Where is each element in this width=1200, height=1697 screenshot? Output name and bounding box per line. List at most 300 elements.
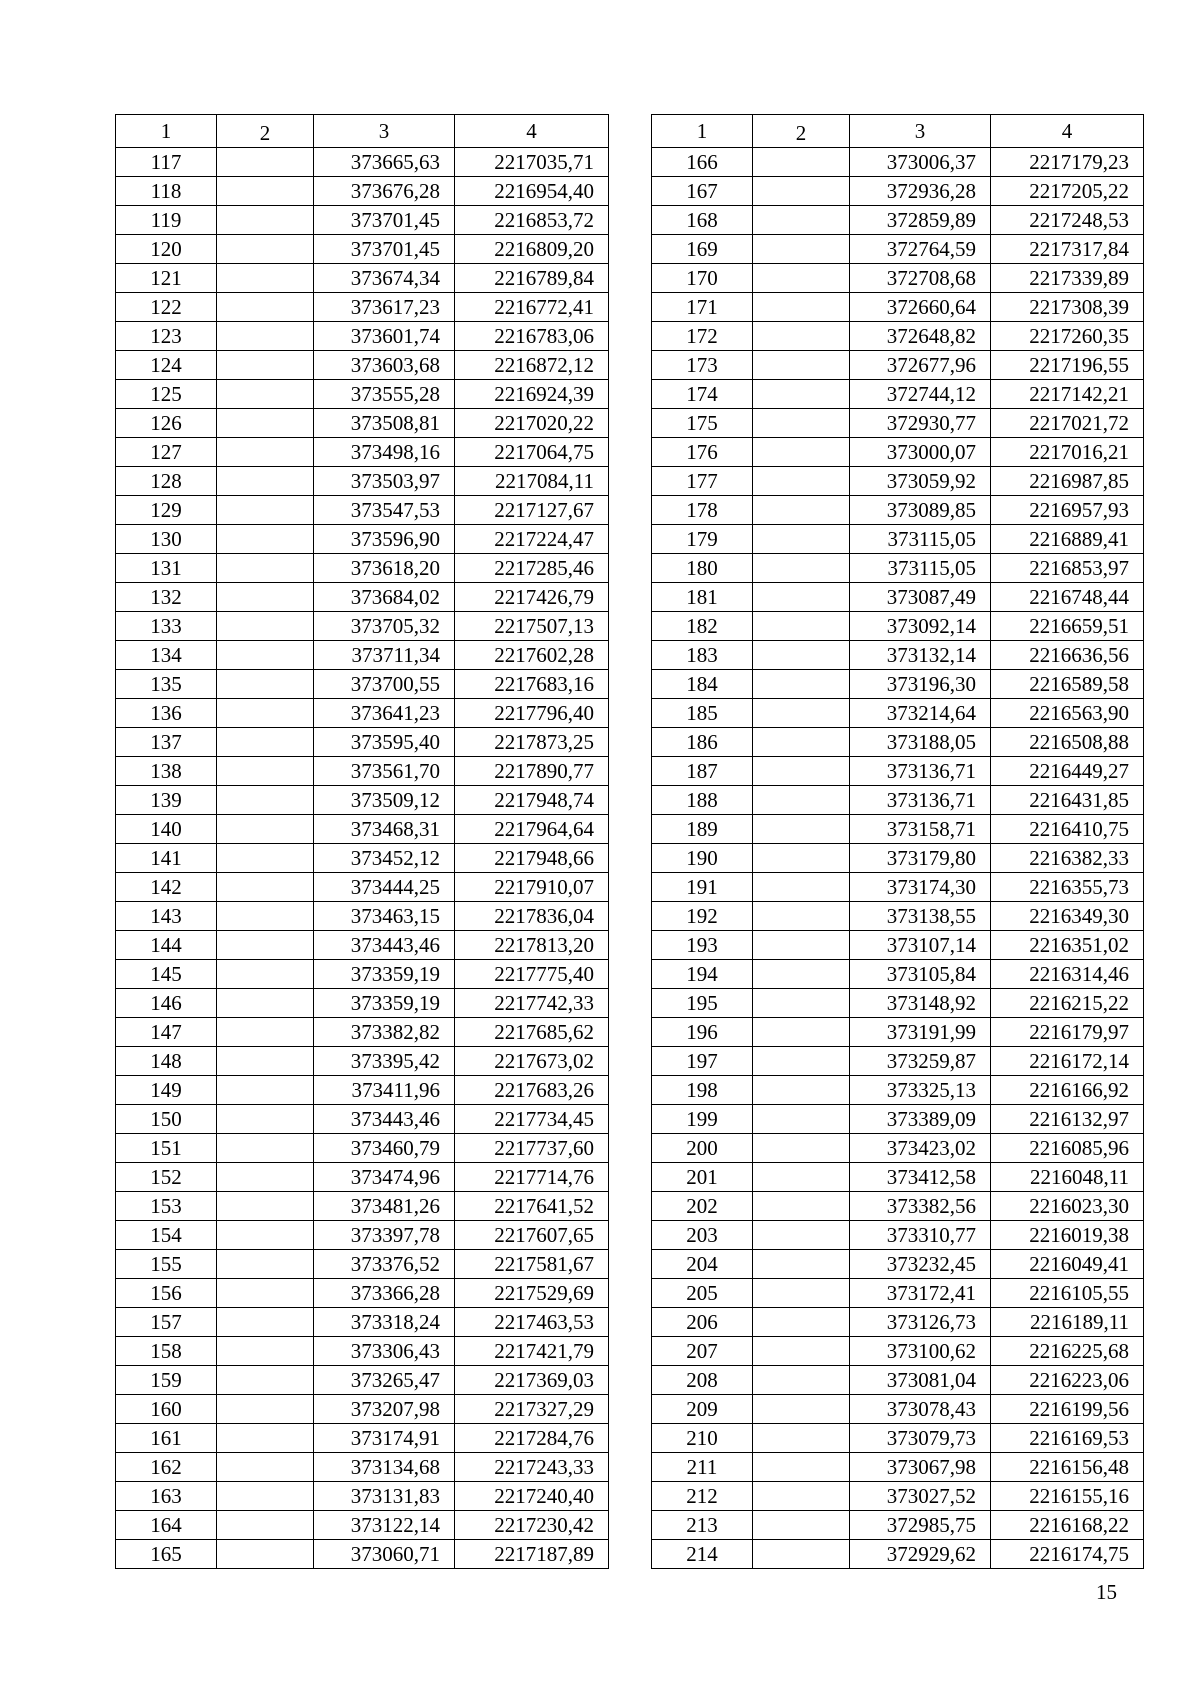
table-cell: 154 <box>116 1221 217 1250</box>
table-cell: 2216889,41 <box>991 525 1144 554</box>
table-cell: 373265,47 <box>314 1366 455 1395</box>
table-cell: 2217248,53 <box>991 206 1144 235</box>
table-cell: 137 <box>116 728 217 757</box>
table-cell: 373232,45 <box>850 1250 991 1279</box>
table-cell: 373174,91 <box>314 1424 455 1453</box>
table-row <box>652 1250 1144 1279</box>
table-cell: 373188,05 <box>850 728 991 757</box>
table-cell <box>217 1250 314 1279</box>
table-row <box>116 728 609 757</box>
header-cell: 2 <box>217 115 314 148</box>
table-cell: 2216105,55 <box>991 1279 1144 1308</box>
table-cell: 2217240,40 <box>455 1482 609 1511</box>
table-row <box>116 496 609 525</box>
table-cell: 2216382,33 <box>991 844 1144 873</box>
table-cell: 373481,26 <box>314 1192 455 1221</box>
table-row <box>652 728 1144 757</box>
table-row <box>652 1540 1144 1569</box>
table-row <box>116 786 609 815</box>
table-cell: 212 <box>652 1482 753 1511</box>
table-cell <box>753 699 850 728</box>
table-row <box>652 264 1144 293</box>
table-cell: 2217873,25 <box>455 728 609 757</box>
table-row <box>116 1221 609 1250</box>
table-cell: 209 <box>652 1395 753 1424</box>
table-cell: 2216048,11 <box>991 1163 1144 1192</box>
table-row <box>116 525 609 554</box>
table-cell: 136 <box>116 699 217 728</box>
table-cell <box>217 1424 314 1453</box>
table-cell: 2217084,11 <box>455 467 609 496</box>
table-cell: 372985,75 <box>850 1511 991 1540</box>
table-row <box>652 1076 1144 1105</box>
table-cell <box>217 612 314 641</box>
table-cell <box>217 554 314 583</box>
table-cell: 2217796,40 <box>455 699 609 728</box>
table-cell: 2216351,02 <box>991 931 1144 960</box>
table-cell: 157 <box>116 1308 217 1337</box>
table-cell: 2217284,76 <box>455 1424 609 1453</box>
table-cell: 373676,28 <box>314 177 455 206</box>
table-cell: 2217673,02 <box>455 1047 609 1076</box>
table-cell: 2217369,03 <box>455 1366 609 1395</box>
table-row <box>652 1511 1144 1540</box>
table-cell: 373684,02 <box>314 583 455 612</box>
header-row <box>652 115 1144 148</box>
table-cell: 2217463,53 <box>455 1308 609 1337</box>
table-cell <box>753 467 850 496</box>
table-cell: 373318,24 <box>314 1308 455 1337</box>
table-row <box>116 1105 609 1134</box>
table-cell: 373508,81 <box>314 409 455 438</box>
table-cell: 2217641,52 <box>455 1192 609 1221</box>
table-cell <box>753 264 850 293</box>
table-row <box>116 1337 609 1366</box>
table-cell: 373382,56 <box>850 1192 991 1221</box>
table-cell <box>217 728 314 757</box>
table-cell: 2217964,64 <box>455 815 609 844</box>
table-cell: 2217737,60 <box>455 1134 609 1163</box>
table-cell: 373617,23 <box>314 293 455 322</box>
table-row <box>116 1308 609 1337</box>
table-cell: 169 <box>652 235 753 264</box>
table-cell: 2217339,89 <box>991 264 1144 293</box>
table-cell: 2216225,68 <box>991 1337 1144 1366</box>
table-cell: 161 <box>116 1424 217 1453</box>
table-cell <box>217 989 314 1018</box>
table-row <box>652 235 1144 264</box>
table-row <box>652 1134 1144 1163</box>
table-cell: 373006,37 <box>850 148 991 177</box>
table-cell <box>753 1134 850 1163</box>
table-cell <box>217 467 314 496</box>
table-cell: 373444,25 <box>314 873 455 902</box>
table-cell: 373148,92 <box>850 989 991 1018</box>
table-cell <box>217 409 314 438</box>
table-row <box>116 815 609 844</box>
table-cell <box>753 1308 850 1337</box>
table-cell: 181 <box>652 583 753 612</box>
table-row <box>652 554 1144 583</box>
table-cell <box>217 380 314 409</box>
table-cell <box>753 757 850 786</box>
table-row <box>116 641 609 670</box>
table-row <box>652 612 1144 641</box>
table-cell: 2217683,16 <box>455 670 609 699</box>
table-cell <box>753 1250 850 1279</box>
table-cell: 372936,28 <box>850 177 991 206</box>
table-cell: 2216508,88 <box>991 728 1144 757</box>
table-cell: 373474,96 <box>314 1163 455 1192</box>
table-cell <box>217 1163 314 1192</box>
table-cell: 373067,98 <box>850 1453 991 1482</box>
table-cell: 2217581,67 <box>455 1250 609 1279</box>
table-cell: 373603,68 <box>314 351 455 380</box>
table-cell: 2217685,62 <box>455 1018 609 1047</box>
table-cell: 177 <box>652 467 753 496</box>
table-cell: 373509,12 <box>314 786 455 815</box>
table-cell: 203 <box>652 1221 753 1250</box>
table-cell: 160 <box>116 1395 217 1424</box>
table-cell: 2216023,30 <box>991 1192 1144 1221</box>
table-cell: 164 <box>116 1511 217 1540</box>
table-cell: 373115,05 <box>850 554 991 583</box>
header-row <box>116 115 609 148</box>
table-cell: 140 <box>116 815 217 844</box>
table-cell: 373452,12 <box>314 844 455 873</box>
table-cell: 2217910,07 <box>455 873 609 902</box>
table-row <box>116 931 609 960</box>
table-row <box>652 409 1144 438</box>
table-cell: 373174,30 <box>850 873 991 902</box>
table-cell <box>753 786 850 815</box>
table-row <box>116 1395 609 1424</box>
table-cell: 156 <box>116 1279 217 1308</box>
table-cell: 2217813,20 <box>455 931 609 960</box>
table-row <box>652 1366 1144 1395</box>
table-cell <box>753 351 850 380</box>
table-cell: 373555,28 <box>314 380 455 409</box>
table-cell <box>217 438 314 467</box>
table-cell: 373665,63 <box>314 148 455 177</box>
table-cell: 124 <box>116 351 217 380</box>
table-row <box>652 351 1144 380</box>
table-cell <box>217 699 314 728</box>
table-row <box>116 1192 609 1221</box>
table-cell: 184 <box>652 670 753 699</box>
header-cell: 1 <box>652 115 753 148</box>
table-cell: 373701,45 <box>314 206 455 235</box>
table-cell: 2216987,85 <box>991 467 1144 496</box>
table-row <box>652 1424 1144 1453</box>
table-cell <box>217 641 314 670</box>
table-cell <box>753 1076 850 1105</box>
table-cell: 373359,19 <box>314 989 455 1018</box>
table-cell: 139 <box>116 786 217 815</box>
table-row <box>116 670 609 699</box>
table-cell: 150 <box>116 1105 217 1134</box>
table-cell: 373711,34 <box>314 641 455 670</box>
table-cell: 158 <box>116 1337 217 1366</box>
table-cell: 2217020,22 <box>455 409 609 438</box>
table-cell: 2217224,47 <box>455 525 609 554</box>
table-cell: 373395,42 <box>314 1047 455 1076</box>
table-cell: 119 <box>116 206 217 235</box>
table-row <box>652 380 1144 409</box>
table-row <box>652 583 1144 612</box>
table-cell <box>753 148 850 177</box>
table-cell: 373132,14 <box>850 641 991 670</box>
table-cell <box>217 148 314 177</box>
table-cell: 2217836,04 <box>455 902 609 931</box>
table-cell: 127 <box>116 438 217 467</box>
table-cell: 2217507,13 <box>455 612 609 641</box>
table-cell: 2216636,56 <box>991 641 1144 670</box>
table-cell: 143 <box>116 902 217 931</box>
page-number: 15 <box>1096 1580 1117 1604</box>
table-cell: 2217016,21 <box>991 438 1144 467</box>
table-cell: 2217187,89 <box>455 1540 609 1569</box>
table-cell: 373214,64 <box>850 699 991 728</box>
table-cell: 200 <box>652 1134 753 1163</box>
table-cell <box>217 235 314 264</box>
table-cell: 163 <box>116 1482 217 1511</box>
table-cell: 373172,41 <box>850 1279 991 1308</box>
table-row <box>652 1105 1144 1134</box>
table-cell <box>753 293 850 322</box>
table-cell <box>217 1482 314 1511</box>
table-cell: 373389,09 <box>850 1105 991 1134</box>
table-row <box>652 902 1144 931</box>
table-cell: 2217714,76 <box>455 1163 609 1192</box>
table-row <box>116 1076 609 1105</box>
table-cell: 373547,53 <box>314 496 455 525</box>
coordinates-table-right <box>651 114 1144 1569</box>
table-cell <box>217 1047 314 1076</box>
table-cell: 373443,46 <box>314 1105 455 1134</box>
table-cell: 205 <box>652 1279 753 1308</box>
table-cell: 201 <box>652 1163 753 1192</box>
table-cell: 2216179,97 <box>991 1018 1144 1047</box>
table-cell: 175 <box>652 409 753 438</box>
table-cell: 147 <box>116 1018 217 1047</box>
table-cell: 214 <box>652 1540 753 1569</box>
table-cell: 2217683,26 <box>455 1076 609 1105</box>
table-cell: 2216954,40 <box>455 177 609 206</box>
table-cell: 2217602,28 <box>455 641 609 670</box>
table-cell: 2217317,84 <box>991 235 1144 264</box>
table-cell <box>753 612 850 641</box>
table-cell: 142 <box>116 873 217 902</box>
table-row <box>652 293 1144 322</box>
table-cell <box>753 1366 850 1395</box>
table-cell: 131 <box>116 554 217 583</box>
table-cell: 373059,92 <box>850 467 991 496</box>
table-cell <box>753 1424 850 1453</box>
table-cell <box>217 1076 314 1105</box>
table-cell: 2216789,84 <box>455 264 609 293</box>
table-row <box>116 351 609 380</box>
table-cell <box>217 206 314 235</box>
table-cell: 372677,96 <box>850 351 991 380</box>
table-cell <box>217 1511 314 1540</box>
table-cell: 2217196,55 <box>991 351 1144 380</box>
table-cell: 373376,52 <box>314 1250 455 1279</box>
table-cell: 2217775,40 <box>455 960 609 989</box>
table-cell <box>753 554 850 583</box>
table-row <box>652 1395 1144 1424</box>
table-cell <box>753 931 850 960</box>
table-cell: 195 <box>652 989 753 1018</box>
table-cell <box>217 1279 314 1308</box>
table-row <box>652 206 1144 235</box>
table-cell <box>217 264 314 293</box>
table-row <box>652 1221 1144 1250</box>
table-cell: 2216189,11 <box>991 1308 1144 1337</box>
header-cell: 4 <box>455 115 609 148</box>
table-cell: 373107,14 <box>850 931 991 960</box>
table-cell <box>753 206 850 235</box>
table-cell: 121 <box>116 264 217 293</box>
table-cell <box>753 815 850 844</box>
table-row <box>116 757 609 786</box>
table-row <box>116 438 609 467</box>
table-cell: 373027,52 <box>850 1482 991 1511</box>
table-cell: 373115,05 <box>850 525 991 554</box>
table-cell <box>217 960 314 989</box>
table-cell: 172 <box>652 322 753 351</box>
table-cell: 372930,77 <box>850 409 991 438</box>
table-cell <box>753 1279 850 1308</box>
table-cell: 2217890,77 <box>455 757 609 786</box>
table-row <box>116 1453 609 1482</box>
table-cell: 372929,62 <box>850 1540 991 1569</box>
table-cell: 2216431,85 <box>991 786 1144 815</box>
table-row <box>116 1424 609 1453</box>
table-cell: 2217948,66 <box>455 844 609 873</box>
table-cell: 211 <box>652 1453 753 1482</box>
table-cell <box>217 1134 314 1163</box>
table-cell: 373382,82 <box>314 1018 455 1047</box>
table-cell <box>753 1453 850 1482</box>
table-cell: 168 <box>652 206 753 235</box>
table-cell: 373000,07 <box>850 438 991 467</box>
table-cell: 2216049,41 <box>991 1250 1144 1279</box>
table-cell <box>217 1395 314 1424</box>
table-cell: 2217734,45 <box>455 1105 609 1134</box>
table-cell: 373087,49 <box>850 583 991 612</box>
table-cell: 2216085,96 <box>991 1134 1144 1163</box>
table-row <box>652 641 1144 670</box>
table-cell: 2216132,97 <box>991 1105 1144 1134</box>
table-cell: 373325,13 <box>850 1076 991 1105</box>
table-cell <box>217 786 314 815</box>
table-cell: 373126,73 <box>850 1308 991 1337</box>
table-cell: 373134,68 <box>314 1453 455 1482</box>
table-row <box>652 931 1144 960</box>
table-cell <box>217 583 314 612</box>
table-cell: 186 <box>652 728 753 757</box>
table-cell <box>753 380 850 409</box>
table-cell: 148 <box>116 1047 217 1076</box>
table-row <box>116 206 609 235</box>
table-cell <box>753 873 850 902</box>
table-cell: 2216199,56 <box>991 1395 1144 1424</box>
table-cell: 373191,99 <box>850 1018 991 1047</box>
table-cell: 2217948,74 <box>455 786 609 815</box>
table-cell: 2216924,39 <box>455 380 609 409</box>
table-cell <box>753 583 850 612</box>
table-cell <box>753 902 850 931</box>
table-cell: 2216166,92 <box>991 1076 1144 1105</box>
table-cell: 373641,23 <box>314 699 455 728</box>
table-row <box>652 1279 1144 1308</box>
table-cell <box>753 1047 850 1076</box>
table-cell: 2217064,75 <box>455 438 609 467</box>
table-cell: 208 <box>652 1366 753 1395</box>
table-cell: 144 <box>116 931 217 960</box>
header-cell: 3 <box>314 115 455 148</box>
table-cell: 373131,83 <box>314 1482 455 1511</box>
table-cell: 373498,16 <box>314 438 455 467</box>
table-row <box>116 1540 609 1569</box>
table-cell: 128 <box>116 467 217 496</box>
table-cell: 185 <box>652 699 753 728</box>
table-row <box>652 467 1144 496</box>
table-cell: 2217529,69 <box>455 1279 609 1308</box>
table-cell: 372859,89 <box>850 206 991 235</box>
table-cell <box>753 1018 850 1047</box>
table-cell: 126 <box>116 409 217 438</box>
table-cell: 373306,43 <box>314 1337 455 1366</box>
table-row <box>116 960 609 989</box>
table-row <box>116 989 609 1018</box>
table-row <box>652 1482 1144 1511</box>
table-cell: 373411,96 <box>314 1076 455 1105</box>
table-cell: 2217260,35 <box>991 322 1144 351</box>
table-row <box>116 1163 609 1192</box>
table-row <box>652 438 1144 467</box>
table-row <box>652 873 1144 902</box>
table-cell <box>753 960 850 989</box>
table-cell: 138 <box>116 757 217 786</box>
table-row <box>652 1453 1144 1482</box>
table-cell: 182 <box>652 612 753 641</box>
table-cell: 373397,78 <box>314 1221 455 1250</box>
table-row <box>116 1366 609 1395</box>
table-cell: 372764,59 <box>850 235 991 264</box>
table-cell <box>217 1018 314 1047</box>
table-cell: 2216809,20 <box>455 235 609 264</box>
table-cell <box>753 641 850 670</box>
table-cell: 373105,84 <box>850 960 991 989</box>
table-cell <box>753 989 850 1018</box>
table-row <box>652 670 1144 699</box>
table-cell: 373122,14 <box>314 1511 455 1540</box>
table-row <box>652 177 1144 206</box>
table-cell: 2216156,48 <box>991 1453 1144 1482</box>
table-cell: 2216659,51 <box>991 612 1144 641</box>
table-cell: 199 <box>652 1105 753 1134</box>
table-cell: 373207,98 <box>314 1395 455 1424</box>
table-cell: 173 <box>652 351 753 380</box>
table-cell: 159 <box>116 1366 217 1395</box>
table-cell: 373618,20 <box>314 554 455 583</box>
table-cell: 2216957,93 <box>991 496 1144 525</box>
table-row <box>652 960 1144 989</box>
table-cell <box>753 409 850 438</box>
table-cell: 151 <box>116 1134 217 1163</box>
